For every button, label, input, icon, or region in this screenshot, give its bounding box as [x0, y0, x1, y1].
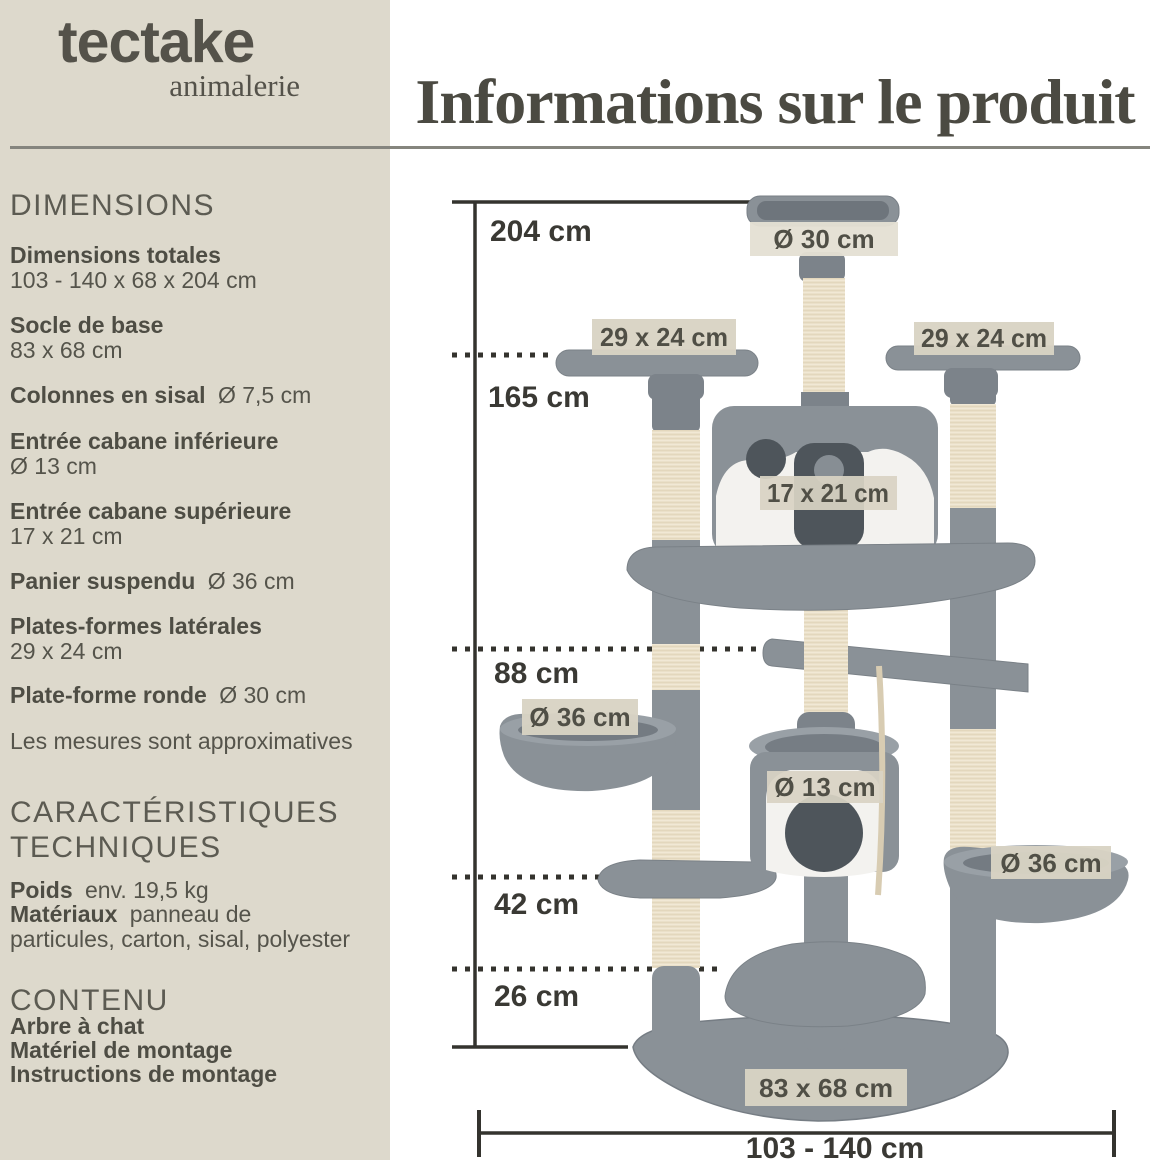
contents-heading: CONTENU	[10, 983, 169, 1017]
top-round-bed	[747, 196, 899, 226]
spec-total-dimensions: Dimensions totales 103 - 140 x 68 x 204 cm	[10, 242, 257, 293]
top-post-collar	[799, 252, 845, 282]
lower-house-entrance-hole	[785, 794, 863, 872]
brand-tagline: animalerie	[169, 68, 300, 103]
width-label: 103 - 140 cm	[745, 1132, 925, 1160]
contents-list	[10, 1014, 382, 1086]
size-label-lower-house	[767, 771, 883, 803]
height-label-26: 26 cm	[494, 980, 580, 1013]
spec-round-platform: Plate-forme ronde Ø 30 cm	[10, 682, 307, 708]
spec-side-platforms: Plates-formes latérales 29 x 24 cm	[10, 613, 262, 664]
spec-upper-house-entry: Entrée cabane supérieure 17 x 21 cm	[10, 498, 292, 549]
list-item: Arbre à chat	[10, 1013, 145, 1039]
svg-text:83 x 68 cm: 83 x 68 cm	[759, 1073, 893, 1103]
spec-base: Socle de base 83 x 68 cm	[10, 312, 164, 363]
size-label-base	[745, 1069, 907, 1106]
svg-text:Ø 36 cm: Ø 36 cm	[529, 702, 631, 732]
list-item: Matériel de montage	[10, 1037, 233, 1063]
height-label-204: 204 cm	[490, 215, 592, 248]
header-divider	[10, 146, 1150, 149]
dimensions-heading: DIMENSIONS	[10, 188, 216, 222]
upper-house-peek-hole	[746, 439, 786, 479]
spec-sisal-posts: Colonnes en sisal Ø 7,5 cm	[10, 382, 312, 408]
spec-weight: Poids env. 19,5 kg	[10, 877, 209, 903]
base-upper-platform	[725, 942, 925, 1027]
height-label-88: 88 cm	[494, 657, 580, 690]
spec-hanging-basket: Panier suspendu Ø 36 cm	[10, 568, 295, 594]
right-post	[950, 348, 996, 1060]
size-label-right-basket	[991, 846, 1111, 879]
brand-logo: tectake	[58, 9, 255, 75]
cat-tree-dimension-diagram	[390, 150, 1160, 1160]
center-mid-post	[804, 610, 848, 714]
left-post	[652, 374, 700, 1062]
spec-materials: Matériaux panneau de particules, carton, sisal, polyester	[10, 901, 351, 952]
characteristics-heading: CARACTÉRISTIQUES TECHNIQUES	[10, 795, 340, 864]
svg-text:29 x 24 cm: 29 x 24 cm	[921, 323, 1047, 353]
svg-text:Ø 30 cm: Ø 30 cm	[773, 224, 875, 254]
size-label-top-platform	[750, 222, 898, 256]
top-post	[803, 278, 845, 412]
size-label-right-platform	[914, 322, 1054, 355]
spec-sidebar	[0, 0, 390, 1160]
height-label-42: 42 cm	[494, 888, 580, 921]
measurement-disclaimer: Les mesures sont approximatives	[10, 728, 353, 754]
svg-text:17 x 21 cm: 17 x 21 cm	[767, 478, 889, 508]
svg-text:29 x 24 cm: 29 x 24 cm	[600, 322, 728, 352]
size-label-upper-house	[760, 476, 897, 510]
height-label-165: 165 cm	[488, 381, 590, 414]
size-label-left-platform	[592, 319, 736, 355]
upper-house	[712, 392, 938, 556]
mid-platform	[598, 860, 776, 898]
spec-lower-house-entry: Entrée cabane inférieure Ø 13 cm	[10, 428, 279, 479]
list-item: Instructions de montage	[10, 1061, 278, 1087]
svg-text:Ø 13 cm: Ø 13 cm	[774, 772, 876, 802]
svg-text:Ø 36 cm: Ø 36 cm	[1000, 848, 1102, 878]
page-title: Informations sur le produit	[415, 65, 1135, 137]
size-label-left-basket	[522, 699, 638, 735]
